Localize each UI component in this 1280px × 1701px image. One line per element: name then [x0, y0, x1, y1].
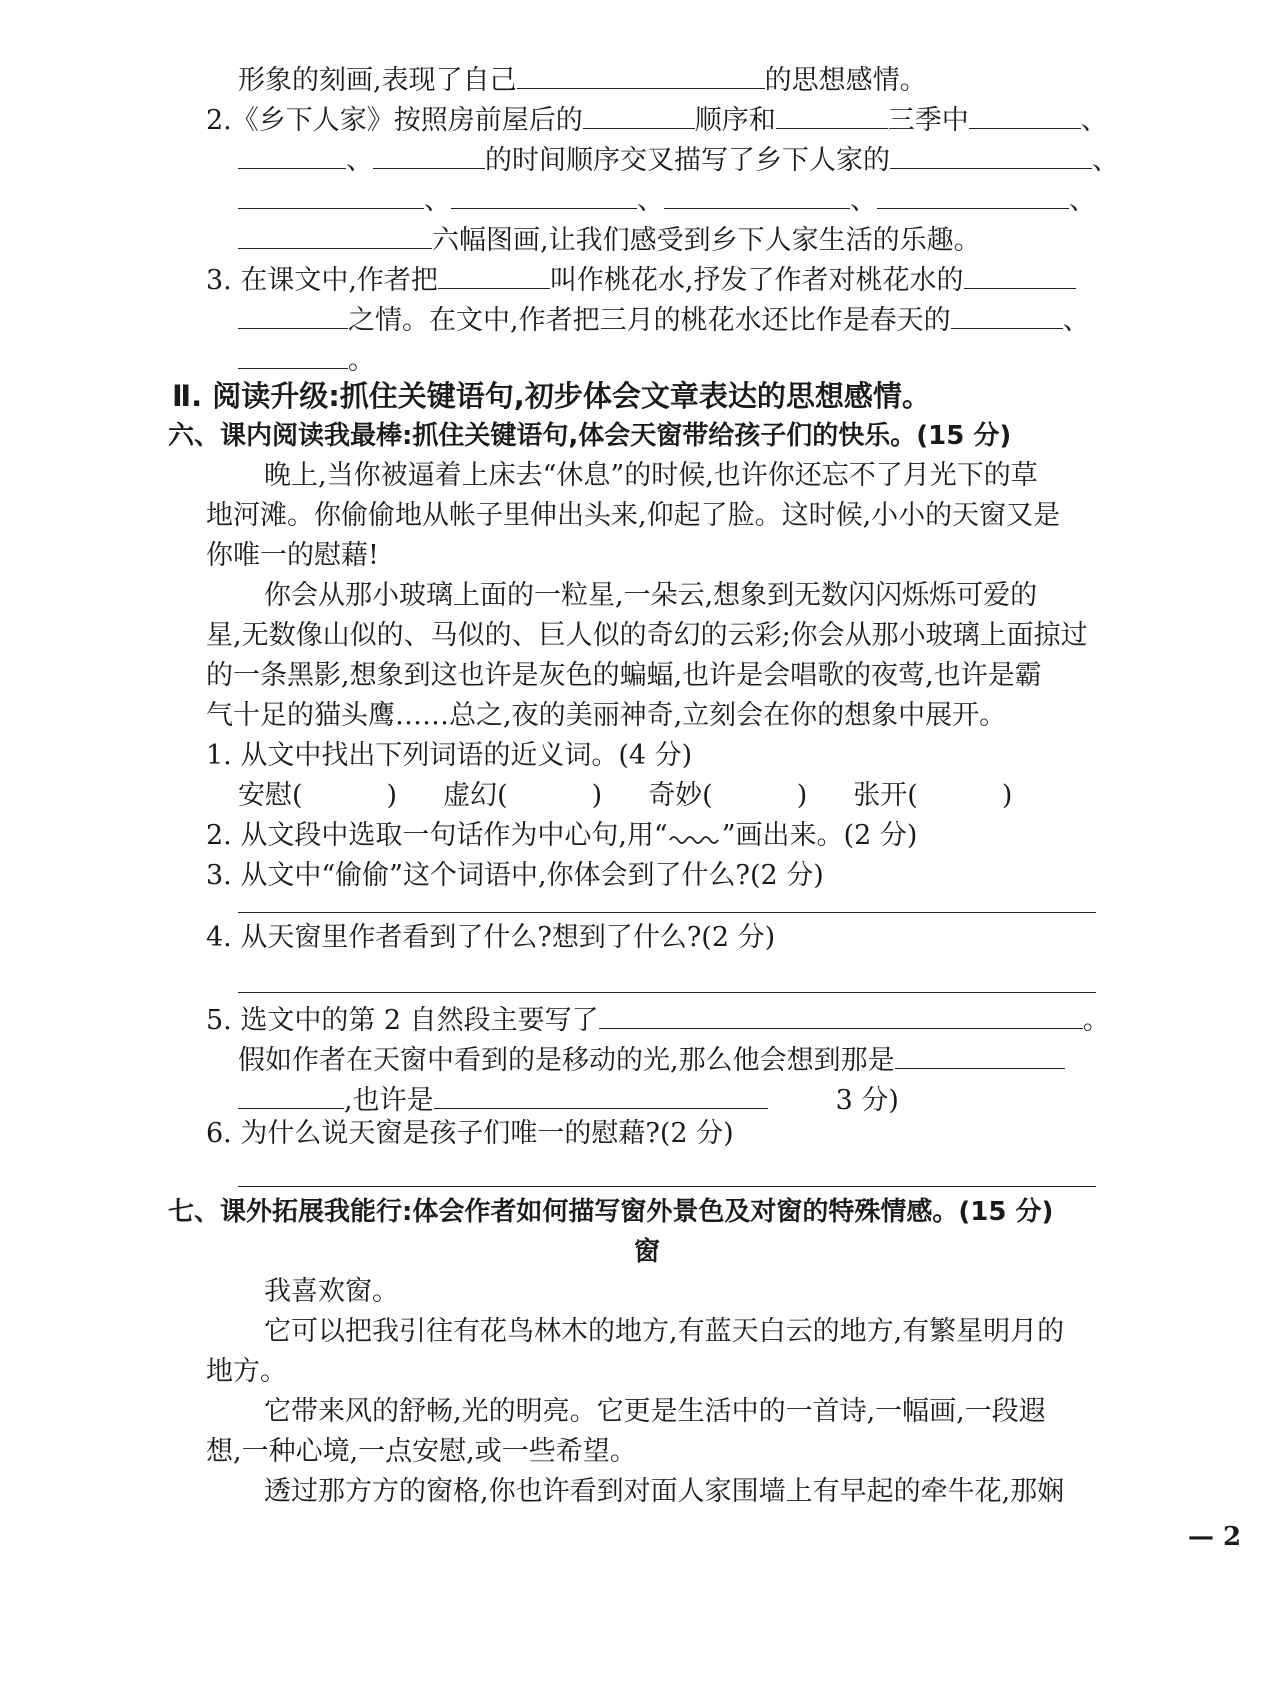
- answer-blank[interactable]: [238, 216, 432, 249]
- text: 顺序和: [694, 105, 776, 136]
- text: ): [386, 780, 398, 811]
- question-5-line-3: [238, 1076, 899, 1116]
- passage-line: 想,一种心境,一点安慰,或一些希望。: [206, 1436, 637, 1467]
- passage-line: 我喜欢窗。: [264, 1276, 399, 1307]
- synonym-answers: [238, 776, 1012, 816]
- text: ,也许是: [344, 1085, 434, 1116]
- answer-blank[interactable]: [664, 176, 850, 209]
- text: 的思想感情。: [764, 65, 927, 96]
- q3-line-3: [238, 336, 375, 376]
- passage-line: 你唯一的慰藉!: [206, 540, 379, 571]
- answer-line[interactable]: [238, 1186, 1096, 1187]
- text: 3. 在课文中,作者把: [206, 265, 438, 296]
- text: ”画出来。(2 分): [721, 820, 918, 851]
- answer-blank[interactable]: [599, 996, 1083, 1029]
- score-text: 3 分): [835, 1085, 899, 1116]
- word-label: 奇妙(: [648, 780, 713, 811]
- q2-line-4: [238, 216, 981, 256]
- answer-blank[interactable]: [517, 56, 765, 89]
- passage-line: 你会从那小玻璃上面的一粒星,一朵云,想象到无数闪闪烁烁可爱的: [264, 580, 1038, 611]
- text: ): [591, 780, 603, 811]
- answer-blank[interactable]: [451, 176, 637, 209]
- section-6-title: 六、课内阅读我最棒:抓住关键语句,体会天窗带给孩子们的快乐。(15 分): [168, 421, 1012, 451]
- text: 、: [1062, 305, 1090, 336]
- text: 、: [1092, 145, 1119, 176]
- text: 、: [1080, 105, 1108, 136]
- question-5-line-2: [238, 1036, 1065, 1076]
- word-label: 张开(: [853, 780, 918, 811]
- passage-line: 的一条黑影,想象到这也许是灰色的蝙蝠,也许是会唱歌的夜莺,也许是霸: [206, 660, 1042, 691]
- answer-blank[interactable]: [969, 96, 1081, 129]
- text: 、: [850, 185, 877, 216]
- word-label: 虚幻(: [443, 780, 508, 811]
- text: 三季中: [887, 105, 969, 136]
- passage-line: 地方。: [206, 1356, 287, 1387]
- text: 、: [1069, 185, 1096, 216]
- answer-blank[interactable]: [434, 1076, 768, 1109]
- answer-line[interactable]: [238, 992, 1096, 993]
- text: 、: [346, 145, 373, 176]
- answer-blank[interactable]: [238, 136, 346, 169]
- text: 。: [1082, 1005, 1110, 1036]
- section-ii-title: Ⅱ. 阅读升级:抓住关键语句,初步体会文章表达的思想感情。: [172, 379, 931, 413]
- text: 、: [424, 185, 451, 216]
- q2-line-3: [238, 176, 1096, 216]
- wavy-underline-icon: [668, 828, 722, 846]
- text: ): [1001, 780, 1013, 811]
- answer-blank[interactable]: [373, 136, 485, 169]
- text: 六幅图画,让我们感受到乡下人家生活的乐趣。: [432, 225, 981, 256]
- answer-blank[interactable]: [951, 296, 1063, 329]
- passage-line: 透过那方方的窗格,你也许看到对面人家围墙上有早起的牵牛花,那娴: [264, 1476, 1065, 1507]
- text: 、: [637, 185, 664, 216]
- text: 假如作者在天窗中看到的是移动的光,那么他会想到那是: [238, 1045, 895, 1076]
- question-6: 6. 为什么说天窗是孩子们唯一的慰藉?(2 分): [206, 1118, 734, 1149]
- answer-blank[interactable]: [583, 96, 695, 129]
- answer-blank[interactable]: [438, 256, 550, 289]
- text: 叫作桃花水,抒发了作者对桃花水的: [549, 265, 964, 296]
- passage-line: 晚上,当你被逼着上床去“休息”的时候,也许你还忘不了月光下的草: [264, 460, 1038, 491]
- text: 2.《乡下人家》按照房前屋后的: [206, 105, 583, 136]
- answer-blank[interactable]: [238, 336, 348, 369]
- text: 的时间顺序交叉描写了乡下人家的: [485, 145, 890, 176]
- answer-blank[interactable]: [877, 176, 1069, 209]
- text: ): [796, 780, 808, 811]
- passage-line: 地河滩。你偷偷地从帐子里伸出头来,仰起了脸。这时候,小小的天窗又是: [206, 500, 1061, 531]
- question-4: 4. 从天窗里作者看到了什么?想到了什么?(2 分): [206, 922, 776, 953]
- article-title: 窗: [634, 1237, 661, 1267]
- answer-blank[interactable]: [238, 296, 348, 329]
- question-3: 3. 从文中“偷偷”这个词语中,你体会到了什么?(2 分): [206, 860, 824, 891]
- section-7-title: 七、课外拓展我能行:体会作者如何描写窗外景色及对窗的特殊情感。(15 分): [168, 1197, 1054, 1227]
- question-2: [206, 816, 917, 856]
- passage-line: 它可以把我引往有花鸟林木的地方,有蓝天白云的地方,有繁星明月的: [264, 1316, 1065, 1347]
- answer-blank[interactable]: [890, 136, 1092, 169]
- answer-blank[interactable]: [238, 1076, 344, 1109]
- passage-line: 它带来风的舒畅,光的明亮。它更是生活中的一首诗,一幅画,一段遐: [264, 1396, 1046, 1427]
- q1-continuation-line: [238, 56, 927, 96]
- answer-blank[interactable]: [776, 96, 888, 129]
- answer-blank[interactable]: [895, 1036, 1065, 1069]
- passage-line: 星,无数像山似的、马似的、巨人似的奇幻的云彩;你会从那小玻璃上面掠过: [206, 620, 1088, 651]
- word-label: 安慰(: [238, 780, 303, 811]
- answer-line[interactable]: [238, 912, 1096, 913]
- page-number: — 2: [1188, 1522, 1242, 1552]
- question-5: [206, 996, 1110, 1036]
- text: 5. 选文中的第 2 自然段主要写了: [206, 1005, 599, 1036]
- text: 2. 从文段中选取一句话作为中心句,用“: [206, 820, 668, 851]
- q2-line-2: [238, 136, 1119, 176]
- q3-line-2: [238, 296, 1090, 336]
- text: 形象的刻画,表现了自己: [238, 65, 517, 96]
- text: 。: [348, 345, 375, 376]
- q3-line-1: [206, 256, 1076, 296]
- passage-line: 气十足的猫头鹰……总之,夜的美丽神奇,立刻会在你的想象中展开。: [206, 700, 1007, 731]
- answer-blank[interactable]: [964, 256, 1076, 289]
- answer-blank[interactable]: [238, 176, 424, 209]
- text: 之情。在文中,作者把三月的桃花水还比作是春天的: [348, 305, 951, 336]
- q2-line-1: [206, 96, 1108, 136]
- question-1: 1. 从文中找出下列词语的近义词。(4 分): [206, 740, 693, 771]
